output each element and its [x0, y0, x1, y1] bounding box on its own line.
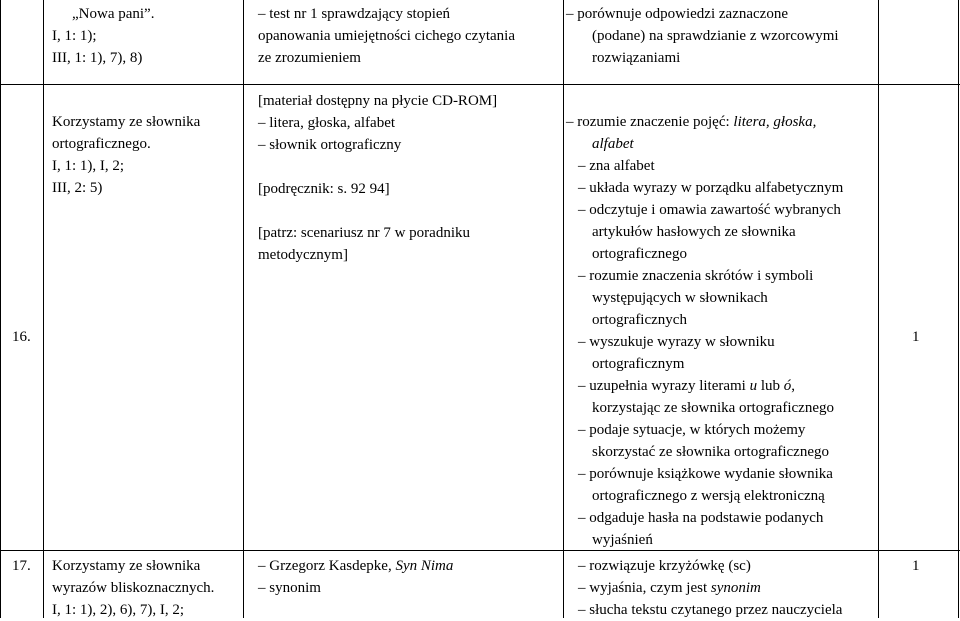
text-line: skorzystać ze słownika ortograficznego — [592, 444, 829, 460]
top-reading-reference — [52, 3, 154, 69]
scenario-reference: [patrz: scenariusz nr 7 w poradniku — [258, 225, 471, 241]
text-line: III, 1: 1), 7), 8) — [52, 50, 143, 66]
text-line: wyjaśnień — [592, 532, 653, 548]
list-item: – rozumie znaczenie pojęć: litera, głoska, — [566, 111, 843, 133]
lesson-title: Korzystamy ze słownika — [52, 114, 201, 130]
material-note: [materiał dostępny na płycie CD-ROM] — [258, 93, 498, 109]
list-item: – synonim — [258, 577, 453, 599]
list-item: – podaje sytuacje, w których możemy — [566, 419, 843, 441]
top-materials — [258, 3, 515, 69]
text-line: wyrazów bliskoznacznych. — [52, 580, 215, 596]
top-outcomes — [566, 3, 839, 69]
text-line: występujących w słownikach — [592, 290, 768, 306]
list-item: – słucha tekstu czytanego przez nauczyciela — [566, 599, 842, 621]
text-line: rozwiązaniami — [592, 50, 681, 66]
text-line: opanowania umiejętności cichego czytania — [258, 28, 515, 44]
list-item: – test nr 1 sprawdzający stopień — [258, 3, 515, 25]
outcomes-16 — [566, 111, 843, 551]
list-item: – zna alfabet — [566, 155, 843, 177]
list-item: – porównuje odpowiedzi zaznaczone — [566, 3, 839, 25]
lesson-title-17 — [52, 555, 214, 621]
list-item: – wyjaśnia, czym jest synonim — [566, 577, 842, 599]
list-item: – uzupełnia wyrazy literami u lub ó, — [566, 375, 843, 397]
text-line: ortograficznego — [592, 246, 687, 262]
text-line: korzystając ze słownika ortograficznego — [592, 400, 834, 416]
text-line: artykułów hasłowych ze słownika — [592, 224, 796, 240]
text-line: I, 1: 1), 2), 6), 7), I, 2; — [52, 602, 185, 618]
hours-count: 1 — [912, 558, 920, 574]
outcomes-17 — [566, 555, 842, 621]
text-line: (podane) na sprawdzianie z wzorcowymi — [592, 28, 839, 44]
list-item: – rozwiązuje krzyżówkę (sc) — [566, 555, 842, 577]
materials-17 — [258, 555, 453, 599]
materials-16 — [258, 90, 497, 266]
text-line: III, 2: 5) — [52, 180, 103, 196]
list-item: – rozumie znaczenia skrótów i symboli — [566, 265, 843, 287]
text-line: I, 1: 1), I, 2; — [52, 158, 125, 174]
list-item: – odczytuje i omawia zawartość wybranych — [566, 199, 843, 221]
lesson-number: 16. — [12, 329, 31, 345]
list-item: – porównuje książkowe wydanie słownika — [566, 463, 843, 485]
table-border-right — [958, 0, 959, 618]
list-item: – litera, głoska, alfabet — [258, 112, 497, 134]
table-row-17 — [0, 551, 958, 618]
text-line: ortograficznego z wersją elektroniczną — [592, 488, 825, 504]
text-line: ortograficznym — [592, 356, 685, 372]
text-line: ortograficznych — [592, 312, 687, 328]
table-row-top — [0, 0, 958, 84]
list-item: – układa wyrazy w porządku alfabetycznym — [566, 177, 843, 199]
text-line: metodycznym] — [258, 247, 348, 263]
list-item: – wyszukuje wyrazy w słowniku — [566, 331, 843, 353]
list-item: – Grzegorz Kasdepke, Syn Nima — [258, 555, 453, 577]
text-line: I, 1: 1); — [52, 28, 97, 44]
lesson-number: 17. — [12, 558, 31, 574]
text-line: „Nowa pani”. — [72, 6, 155, 22]
hours-count: 1 — [912, 329, 920, 345]
list-item: – słownik ortograficzny — [258, 134, 497, 156]
text-line: alfabet — [592, 136, 634, 152]
text-line: ortograficznego. — [52, 136, 151, 152]
text-line: ze zrozumieniem — [258, 50, 361, 66]
textbook-reference: [podręcznik: s. 92 94] — [258, 181, 390, 197]
lesson-title-16 — [52, 111, 200, 199]
list-item: – odgaduje hasła na podstawie podanych — [566, 507, 843, 529]
lesson-title: Korzystamy ze słownika — [52, 558, 201, 574]
table-row-16 — [0, 85, 958, 550]
